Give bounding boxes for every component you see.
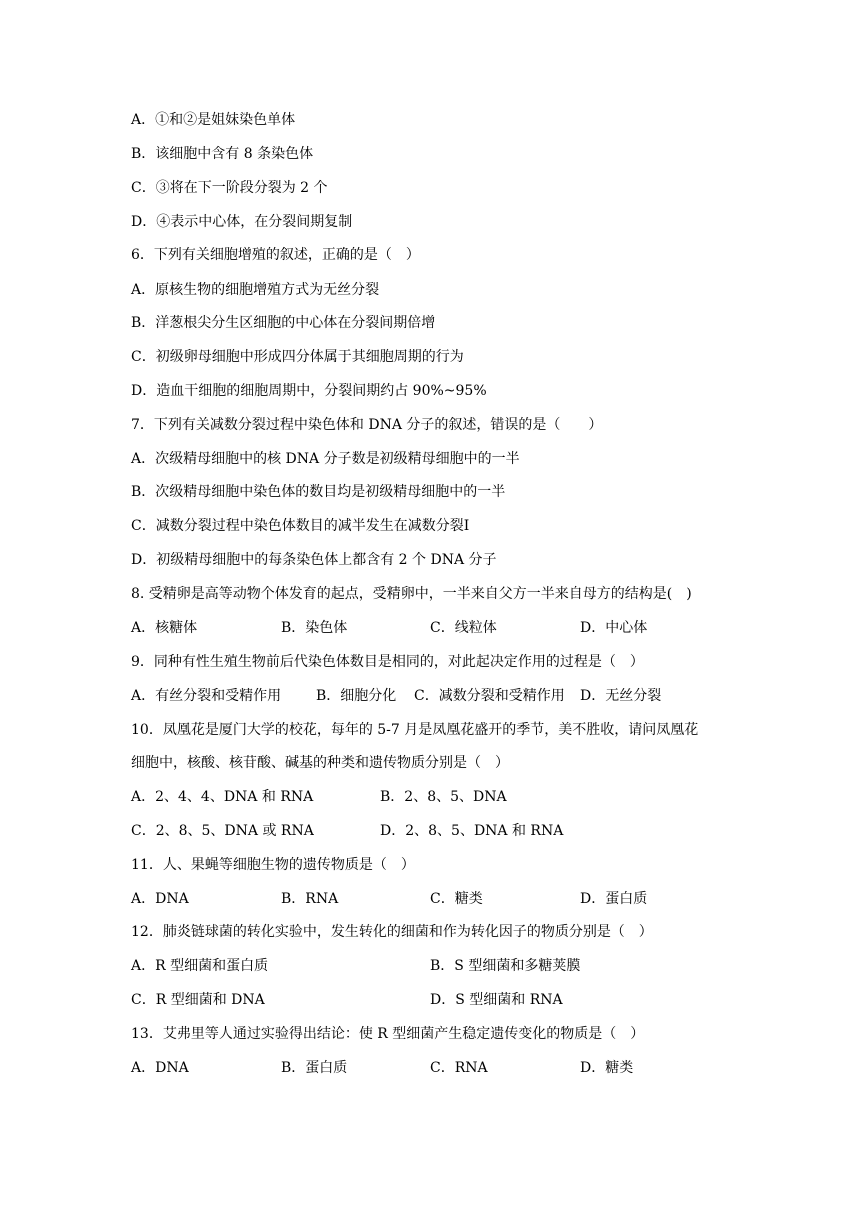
q11-option-d: D．蛋白质 [580, 891, 648, 907]
q8-option-b: B．染色体 [281, 620, 348, 636]
q13-option-d: D．糖类 [580, 1060, 634, 1076]
q9-option-c: C．减数分裂和受精作用 [414, 688, 565, 704]
q8-option-d: D．中心体 [580, 620, 648, 636]
q5-option-b: B．该细胞中含有 8 条染色体 [131, 146, 314, 162]
q12-option-b: B．S 型细菌和多糖荚膜 [430, 958, 581, 974]
q11-option-c: C．糖类 [430, 891, 483, 907]
q12-option-d: D．S 型细菌和 RNA [430, 992, 563, 1008]
q8-option-a: A．核糖体 [131, 620, 198, 636]
q10-option-d: D．2、8、5、DNA 和 RNA [380, 823, 564, 839]
q7-option-c: C．减数分裂过程中染色体数目的减半发生在减数分裂Ⅰ [131, 518, 470, 534]
q5-option-a: A．①和②是姐妹染色单体 [131, 112, 296, 128]
q8-stem: 8. 受精卵是高等动物个体发育的起点，受精卵中，一半来自父方一半来自母方的结构是( ) [131, 586, 692, 602]
q13-option-b: B．蛋白质 [281, 1060, 348, 1076]
q6-option-d: D．造血干细胞的细胞周期中，分裂间期约占 90%~95% [131, 383, 487, 399]
q10-option-c: C．2、8、5、DNA 或 RNA [131, 823, 314, 839]
q9-option-d: D．无丝分裂 [580, 688, 662, 704]
q8-option-c: C．线粒体 [430, 620, 497, 636]
q9-option-b: B．细胞分化 [316, 688, 397, 704]
q11-option-a: A．DNA [131, 891, 189, 907]
q5-option-d: D．④表示中心体，在分裂间期复制 [131, 214, 353, 230]
q10-stem-line1: 10．凤凰花是厦门大学的校花，每年的 5-7 月是凤凰花盛开的季节，美不胜收，请问凤凰花 [131, 722, 699, 738]
q6-option-c: C．初级卵母细胞中形成四分体属于其细胞周期的行为 [131, 349, 464, 365]
q12-stem: 12．肺炎链球菌的转化实验中，发生转化的细菌和作为转化因子的物质分别是（ ） [131, 924, 653, 940]
q12-option-c: C．R 型细菌和 DNA [131, 992, 265, 1008]
q6-option-b: B．洋葱根尖分生区细胞的中心体在分裂间期倍增 [131, 315, 436, 331]
q9-option-a: A．有丝分裂和受精作用 [131, 688, 282, 704]
q5-option-c: C．③将在下一阶段分裂为 2 个 [131, 180, 328, 196]
q7-stem: 7．下列有关减数分裂过程中染色体和 DNA 分子的叙述，错误的是（ ） [131, 417, 603, 433]
q13-option-a: A．DNA [131, 1060, 189, 1076]
q13-stem: 13．艾弗里等人通过实验得出结论：使 R 型细菌产生稳定遗传变化的物质是（ ） [131, 1026, 645, 1042]
q11-stem: 11．人、果蝇等细胞生物的遗传物质是（ ） [131, 857, 415, 873]
q7-option-a: A．次级精母细胞中的核 DNA 分子数是初级精母细胞中的一半 [131, 451, 520, 467]
q11-option-b: B．RNA [281, 891, 339, 907]
q6-stem: 6．下列有关细胞增殖的叙述，正确的是（ ） [131, 247, 420, 263]
q7-option-b: B．次级精母细胞中染色体的数目均是初级精母细胞中的一半 [131, 484, 506, 500]
q9-stem: 9．同种有性生殖生物前后代染色体数目是相同的，对此起决定作用的过程是（ ） [131, 654, 644, 670]
q6-option-a: A．原核生物的细胞增殖方式为无丝分裂 [131, 282, 380, 298]
q7-option-d: D．初级精母细胞中的每条染色体上都含有 2 个 DNA 分子 [131, 552, 497, 568]
q13-option-c: C．RNA [430, 1060, 488, 1076]
q12-option-a: A．R 型细菌和蛋白质 [131, 958, 269, 974]
q10-stem-line2: 细胞中，核酸、核苷酸、碱基的种类和遗传物质分别是（ ） [131, 755, 509, 771]
q10-option-b: B．2、8、5、DNA [380, 789, 507, 805]
q10-option-a: A．2、4、4、DNA 和 RNA [131, 789, 314, 805]
